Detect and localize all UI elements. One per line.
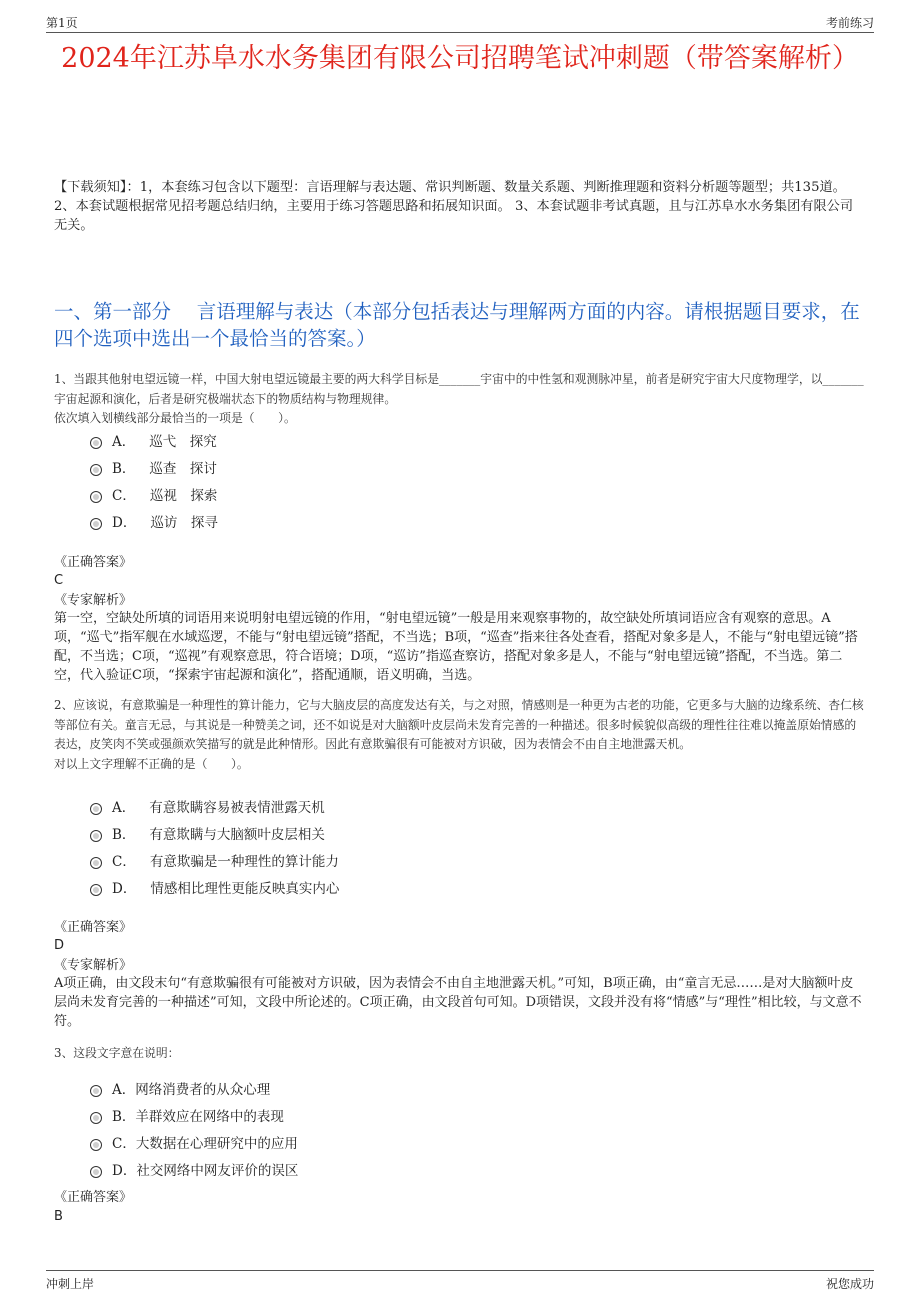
correct-answer-label: 《正确答案》 (54, 1190, 133, 1205)
correct-answer-value: D (54, 938, 65, 953)
radio-icon[interactable] (90, 1085, 102, 1097)
expert-analysis-text: A项正确，由文段末句“有意欺骗很有可能被对方识破，因为表情会不由自主地泄露天机。”可知，B项正确，由“童言无忌……是对大脑额叶皮层尚未发育完善的一种描述”可知，文段中所论述的。C项正确，由文段首句可知。D项错误，文段并没有将“情感”与“理性”相比较，与文意不符。 (54, 976, 862, 1029)
radio-icon[interactable] (90, 464, 102, 476)
header-tag: 考前练习 (825, 16, 874, 30)
question-stem-text: 3、这段文字意在说明： (54, 1046, 180, 1060)
radio-icon[interactable] (90, 803, 102, 815)
option-b[interactable]: B． 羊群效应在网络中的表现 (90, 1101, 298, 1128)
question-2-options (90, 792, 339, 900)
option-a[interactable]: A． 巡弋 探究 (90, 426, 218, 453)
page-header (46, 12, 874, 33)
question-stem-text: 2、应该说，有意欺骗是一种理性的算计能力，它与大脑皮层的高度发达有关，与之对照，情感则是一种更为古老的功能，它更多与大脑的边缘系统、杏仁核等部位有关。童言无忌，与其说是一种赞美之词，还不如说是对大脑额叶皮层尚未发育完善的一种描述。很多时候貌似高级的理性往往难以掩盖原始情感的表达，皮笑肉不笑或强颜欢笑描写的就是此种情形。因此有意欺骗很有可能被对方识破，因为表情会不由自主地泄露天机。 (54, 698, 864, 752)
option-c[interactable]: C． 大数据在心理研究中的应用 (90, 1128, 298, 1155)
question-3-options (90, 1074, 298, 1182)
radio-icon[interactable] (90, 518, 102, 530)
page-number: 第1页 (46, 16, 78, 30)
correct-answer-value: B (54, 1209, 63, 1224)
question-1-options (90, 426, 218, 534)
radio-icon[interactable] (90, 1166, 102, 1178)
radio-icon[interactable] (90, 830, 102, 842)
option-b[interactable]: B． 巡查 探讨 (90, 453, 218, 480)
option-a[interactable]: A． 网络消费者的从众心理 (90, 1074, 298, 1101)
question-prompt: 依次填入划横线部分最恰当的一项是（ ）。 (54, 411, 296, 426)
question-2-stem (54, 696, 866, 774)
option-d[interactable]: D． 情感相比理性更能反映真实内心 (90, 873, 339, 900)
expert-analysis-label: 《专家解析》 (54, 593, 133, 608)
option-b[interactable]: B． 有意欺瞒与大脑额叶皮层相关 (90, 819, 339, 846)
page-footer (46, 1270, 874, 1295)
footer-left: 冲刺上岸 (46, 1277, 95, 1291)
download-notice: 【下载须知】：1，本套练习包含以下题型：言语理解与表达题、常识判断题、数量关系题、判断推理题和资料分析题等题型；共135道。 2、本套试题根据常见招考题总结归纳，主要用于练习答题思路和拓展知识面。 3、本套试题非考试真题，且与江苏阜水水务集团有限公司无关。 (54, 180, 854, 233)
option-d[interactable]: D． 社交网络中网友评价的误区 (90, 1155, 298, 1182)
radio-icon[interactable] (90, 857, 102, 869)
option-d[interactable]: D． 巡访 探寻 (90, 507, 218, 534)
question-prompt: 对以上文字理解不正确的是（ ）。 (54, 756, 249, 771)
radio-icon[interactable] (90, 491, 102, 503)
radio-icon[interactable] (90, 884, 102, 896)
correct-answer-label: 《正确答案》 (54, 555, 133, 570)
correct-answer-value: C (54, 573, 64, 588)
option-a[interactable]: A． 有意欺瞒容易被表情泄露天机 (90, 792, 339, 819)
footer-right: 祝您成功 (825, 1277, 874, 1291)
radio-icon[interactable] (90, 1139, 102, 1151)
radio-icon[interactable] (90, 1112, 102, 1124)
correct-answer-label: 《正确答案》 (54, 920, 133, 935)
page-title: 2024年江苏阜水水务集团有限公司招聘笔试冲刺题（带答案解析） (61, 43, 859, 74)
radio-icon[interactable] (90, 437, 102, 449)
expert-analysis-label: 《专家解析》 (54, 958, 133, 973)
expert-analysis-text: 第一空，空缺处所填的词语用来说明射电望远镜的作用，“射电望远镜”一般是用来观察事物的，故空缺处所填词语应含有观察的意思。A项，“巡弋”指军舰在水域巡逻，不能与“射电望远镜”搭配，不当选；B项，“巡查”指来往各处查看，搭配对象多是人，不能与“射电望远镜”搭配，不当选；C项，“巡视”有观察意思，符合语境；D项，“巡访”指巡查察访，搭配对象多是人，不能与“射电望远镜”搭配，不当选。第二空，代入验证C项，“探索宇宙起源和演化”，搭配通顺，语义明确，当选。 (54, 611, 858, 683)
question-stem-text: 1、当跟其他射电望远镜一样，中国大射电望远镜最主要的两大科学目标是_______宇宙中的中性氢和观测脉冲星，前者是研究宇宙大尺度物理学，以_______宇宙起源和演化，后者是研究极端状态下的物质结构与物理规律。 (54, 372, 864, 406)
question-3-stem (54, 1044, 866, 1064)
option-c[interactable]: C． 有意欺骗是一种理性的算计能力 (90, 846, 339, 873)
option-c[interactable]: C． 巡视 探索 (90, 480, 218, 507)
question-1-stem (54, 370, 866, 429)
section-heading: 一、第一部分 言语理解与表达（本部分包括表达与理解两方面的内容。请根据题目要求，在四个选项中选出一个最恰当的答案。） (54, 300, 860, 350)
